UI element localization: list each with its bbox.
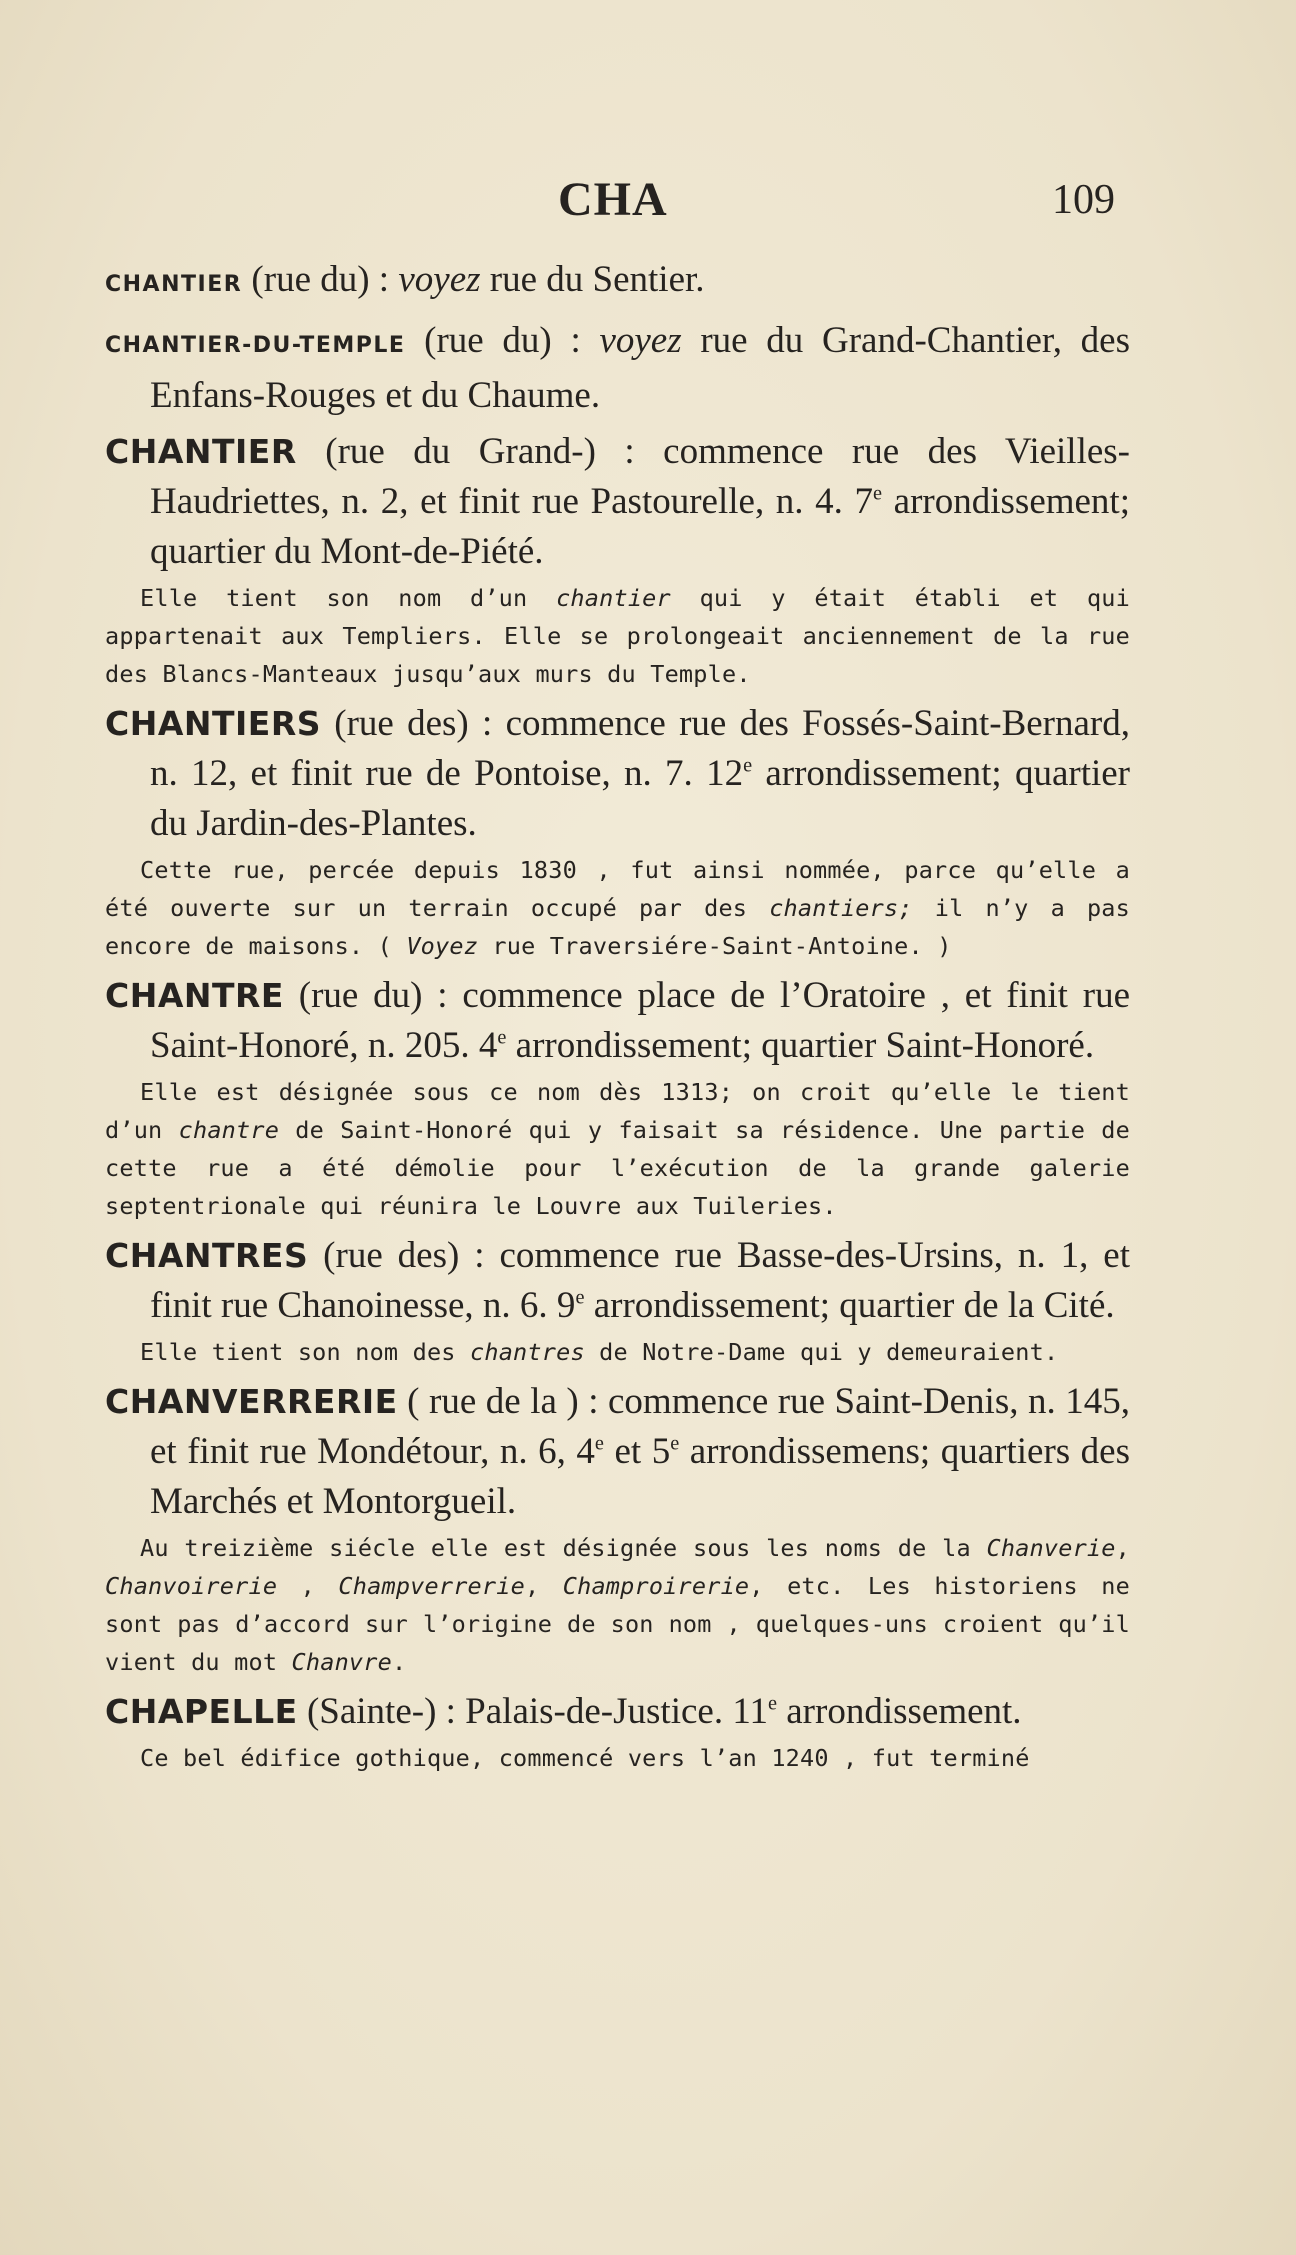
entry-description-text: arrondissement; quartier Saint-Honoré. [506, 1025, 1095, 1066]
entry-headword: CHANTRES [105, 1236, 309, 1275]
page-header [0, 172, 1296, 242]
entry-headword: CHANTIERS [105, 704, 322, 743]
entry-description [105, 1377, 1130, 1527]
entry-description-text: (rue du Grand-) : commence rue des Vieilles-Haudriettes, n. 2, et finit rue Pastourelle, n. 4. 7 [150, 431, 1130, 522]
entry-description-italic: voyez [398, 259, 481, 300]
entry-headword: CHANTIER [105, 432, 297, 471]
entry-description-text: (rue du) : [405, 320, 600, 361]
street-entry [105, 971, 1130, 1225]
entry-description-superscript: e [767, 1692, 777, 1715]
entry-description [105, 1231, 1130, 1331]
entry-description [105, 316, 1130, 421]
entry-note-text: Elle est désignée sous ce nom dès 1313; on croit qu’elle le tient d’un [105, 1078, 1130, 1144]
entry-note-italic: Champroirerie [562, 1572, 750, 1600]
entry-note-italic: chantiers; [769, 894, 913, 922]
running-head: CHA [558, 173, 668, 226]
entry-description-superscript: e [670, 1432, 680, 1455]
entry-description-text: arrondissement; quartier du Jardin-des-Plantes. [150, 753, 1131, 844]
entry-headword: CHANVERRERIE [105, 1382, 398, 1421]
entry-note-italic: chantres [470, 1338, 585, 1366]
entry-note-italic: Chanverie [986, 1534, 1116, 1562]
entry-note-text: , [1115, 1534, 1130, 1562]
entry-note-text: qui y était établi et qui appartenait aux Templiers. Elle se prolongeait anciennement de la rue des Blancs-Manteaux jusqu’aux murs du Temple. [105, 584, 1130, 688]
street-entry [105, 1377, 1130, 1681]
entry-description-text: arrondissement; quartier du Mont-de-Piété. [150, 481, 1130, 572]
street-entry [105, 316, 1130, 421]
entry-note-italic: Chanvoirerie [105, 1572, 278, 1600]
entry-note [105, 1529, 1130, 1681]
entry-note [105, 851, 1130, 965]
entry-description-text: (rue du) : [242, 259, 399, 300]
entry-description-superscript: e [575, 1286, 585, 1309]
entry-note-text: Elle tient son nom d’un [140, 584, 557, 612]
entry-description-superscript: e [743, 754, 753, 777]
entry-description [105, 1687, 1130, 1737]
entry-note-italic: Chanvre [291, 1648, 392, 1676]
street-entry [105, 255, 1130, 310]
entry-note-text: . [391, 1648, 407, 1676]
entry-note-text: de Notre-Dame qui y demeuraient. [584, 1338, 1059, 1366]
entry-description [105, 971, 1130, 1071]
entry-note-text: rue Traversiére-Saint-Antoine. ) [478, 932, 952, 960]
entry-description-text: ( rue de la ) : commence rue Saint-Denis, n. 145, et finit rue Mondétour, n. 6, 4 [150, 1381, 1130, 1472]
entry-description [105, 699, 1130, 849]
entry-description-superscript: e [497, 1026, 507, 1049]
entry-description-text: et 5 [603, 1431, 671, 1472]
entry-description [105, 427, 1130, 577]
entry-note [105, 1739, 1130, 1777]
entry-description-text: arrondissement; quartier de la Cité. [584, 1285, 1115, 1326]
entry-description-text: (rue des) : commence rue des Fossés-Saint-Bernard, n. 12, et finit rue de Pontoise, n. 7. 12 [150, 703, 1130, 794]
entry-note [105, 1073, 1130, 1225]
entry-note-text: , etc. Les historiens ne sont pas d’accord sur l’origine de son nom , quelques-uns croient qu’il vient du mot [105, 1572, 1131, 1676]
entry-headword: CHANTRE [105, 976, 284, 1015]
entry-note-italic: Voyez [406, 932, 479, 960]
entry-note-italic: chantier [556, 584, 671, 612]
street-entry [105, 427, 1130, 693]
entry-note-text: Au treizième siécle elle est désignée sous les noms de la [140, 1534, 987, 1562]
entry-note-italic: Champverrerie [338, 1572, 525, 1600]
street-entry [105, 699, 1130, 965]
entry-description-text: rue du Grand-Chantier, des Enfans-Rouges et du Chaume. [150, 320, 1130, 416]
entry-note [105, 1333, 1130, 1371]
entry-description-superscript: e [594, 1432, 604, 1455]
entries-list [105, 255, 1130, 1783]
entry-description-text: arrondissemens; quartiers des Marchés et Montorgueil. [150, 1431, 1131, 1522]
entry-note-italic: chantre [178, 1116, 280, 1144]
entry-description-text: rue du Sentier. [480, 259, 705, 300]
entry-headword: CHANTIER-DU-TEMPLE [105, 333, 406, 358]
entry-note-text: il n’y a pas encore de maisons. ( [105, 894, 1131, 960]
entry-note-text: Ce bel édifice gothique, commencé vers l’an 1240 , fut terminé [140, 1744, 1030, 1772]
entry-description-text: arrondissement. [777, 1691, 1022, 1732]
entry-description-text: (rue des) : commence rue Basse-des-Ursins, n. 1, et finit rue Chanoinesse, n. 6. 9 [150, 1235, 1130, 1326]
entry-note-text: de Saint-Honoré qui y faisait sa résidence. Une partie de cette rue a été démolie pour l’exécution de la grande galerie septentrionale qui réunira le Louvre aux Tuileries. [105, 1116, 1130, 1220]
entry-description-text: (Sainte-) : Palais-de-Justice. 11 [297, 1691, 768, 1732]
page-number: 109 [1052, 177, 1115, 223]
entry-note-text: , [524, 1572, 563, 1600]
entry-note-text: , [277, 1572, 339, 1600]
entry-description-text: (rue du) : commence place de l’Oratoire , et finit rue Saint-Honoré, n. 205. 4 [150, 975, 1130, 1066]
entry-headword: CHAPELLE [105, 1692, 298, 1731]
entry-note-text: Cette rue, percée depuis 1830 , fut ainsi nommée, parce qu’elle a été ouverte sur un terrain occupé par des [105, 856, 1130, 922]
entry-description [105, 255, 1130, 310]
entry-note [105, 579, 1130, 693]
entry-description-italic: voyez [599, 320, 682, 361]
entry-description-superscript: e [873, 482, 883, 505]
entry-note-text: Elle tient son nom des [140, 1338, 471, 1366]
street-entry [105, 1687, 1130, 1777]
entry-headword: CHANTIER [105, 272, 243, 297]
street-entry [105, 1231, 1130, 1371]
